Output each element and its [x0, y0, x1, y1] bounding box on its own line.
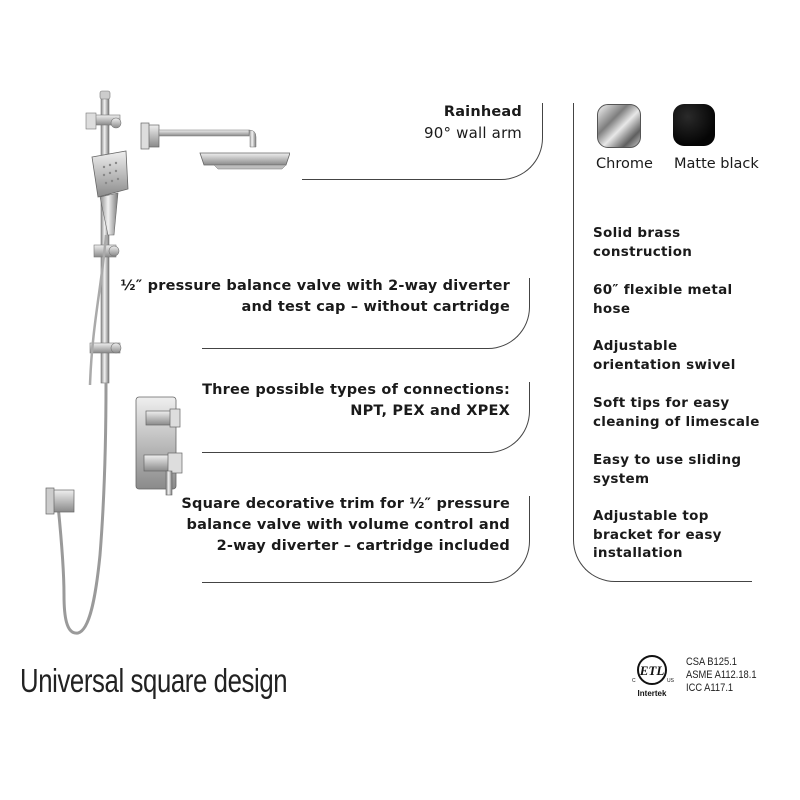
etl-c-text: C: [632, 678, 636, 684]
lower-bracket: [90, 343, 121, 353]
trim-line2: balance valve with volume control and: [186, 517, 510, 533]
chrome-label: Chrome: [596, 156, 653, 172]
slider-holder: [94, 245, 119, 257]
etl-certification-logo: [620, 652, 684, 700]
etl-us-text: US: [667, 678, 674, 684]
rainhead-arm: [141, 123, 256, 149]
etl-mark-text: ETL: [639, 663, 665, 678]
standard-item: ASME A112.18.1: [686, 669, 757, 681]
wall-elbow: [46, 488, 74, 514]
feature-line: Easy to use sliding: [593, 452, 742, 468]
feature-line: Adjustable top: [593, 508, 709, 524]
intertek-text: Intertek: [637, 689, 667, 698]
feature-item: [593, 281, 763, 318]
callout-connections-line: [202, 382, 530, 453]
rainhead-subtitle: 90° wall arm: [423, 124, 522, 142]
trim-line3: 2-way diverter – cartridge included: [216, 538, 510, 554]
matte-black-label: Matte black: [674, 156, 759, 172]
callout-trim-line: [202, 496, 530, 583]
hand-shower: [92, 151, 128, 235]
feature-item: [593, 224, 763, 261]
valve-line1: ½″ pressure balance valve with 2-way diverter: [120, 278, 510, 294]
feature-line: installation: [593, 545, 683, 561]
feature-line: hose: [593, 300, 631, 317]
rainhead: [200, 153, 290, 169]
trim-line1: Square decorative trim for ½″ pressure: [181, 496, 510, 512]
feature-line: Soft tips for easy: [593, 395, 730, 411]
feature-line: construction: [593, 243, 693, 260]
valve-line2: and test cap – without cartridge: [241, 299, 510, 315]
tagline: Universal square design: [20, 662, 288, 699]
feature-line: cleaning of limescale: [593, 413, 760, 430]
feature-item: [593, 507, 763, 563]
rainhead-title: Rainhead: [443, 104, 522, 120]
connections-line2: NPT, PEX and XPEX: [350, 403, 510, 419]
feature-item: [593, 451, 763, 488]
valve-trim: [136, 397, 182, 495]
feature-item: [593, 394, 763, 431]
matte-black-swatch: [673, 104, 715, 146]
feature-line: system: [593, 470, 650, 487]
callout-rainhead-line: [302, 103, 543, 180]
feature-line: Adjustable: [593, 338, 678, 354]
feature-line: Solid brass: [593, 225, 681, 241]
chrome-swatch: [597, 104, 641, 148]
standard-item: CSA B125.1: [686, 656, 737, 668]
feature-item: [593, 337, 763, 374]
feature-line: bracket for easy: [593, 526, 722, 543]
feature-line: 60″ flexible metal: [593, 282, 733, 298]
connections-line1: Three possible types of connections:: [202, 382, 510, 398]
feature-line: orientation swivel: [593, 356, 736, 373]
callout-valve-line: [202, 278, 530, 349]
standard-item: ICC A117.1: [686, 682, 734, 694]
certification-standards: [686, 656, 757, 695]
